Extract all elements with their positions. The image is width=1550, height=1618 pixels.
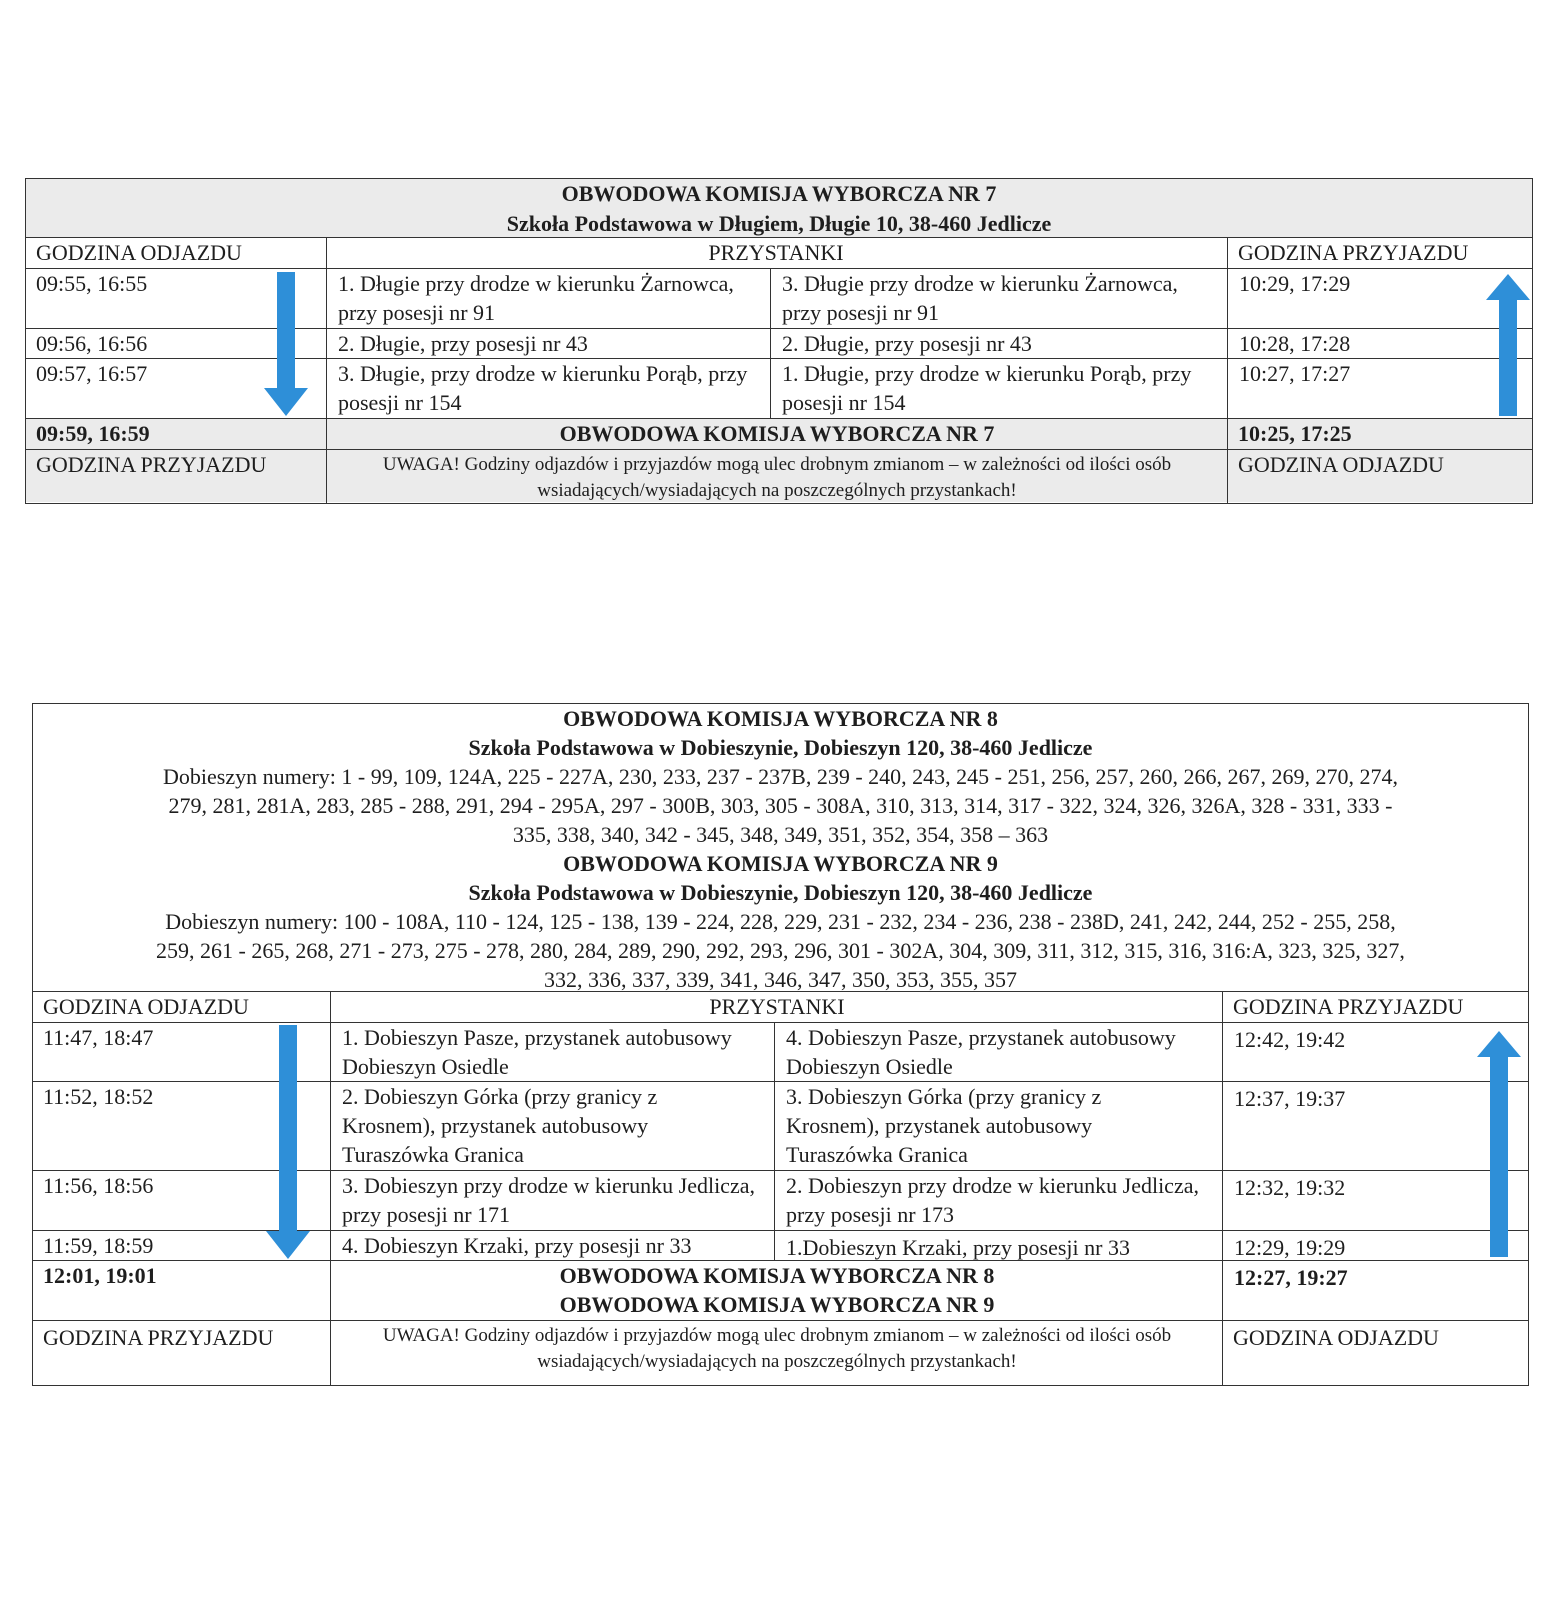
- address-numbers: 279, 281, 281A, 283, 285 - 288, 291, 294 - 295A, 297 - 300B, 303, 305 - 308A, 310, 313, 314, 317 - 322, 324, 326, 326A, 328 - 331, 333 -: [168, 793, 1393, 818]
- table-subtitle: Szkoła Podstawowa w Długiem, Długie 10, 38-460 Jedlicze: [506, 211, 1052, 236]
- table-row-ret: 2. Dobieszyn przy drodze w kierunku Jedlicza, przy posesji nr 173: [786, 1173, 1199, 1227]
- address-numbers: Dobieszyn numery: 1 - 99, 109, 124A, 225 - 227A, 230, 233, 237 - 237B, 239 - 240, 243, 245 - 251, 256, 257, 260, 266, 267, 269, 270, 274,: [163, 764, 1398, 789]
- foot-right: GODZINA ODJAZDU: [1233, 1325, 1439, 1350]
- table-row-out: 1. Długie przy drodze w kierunku Żarnowca, przy posesji nr 91: [338, 271, 734, 325]
- col-depart-header: GODZINA ODJAZDU: [36, 240, 242, 265]
- table-row-ret: 1.Dobieszyn Krzaki, przy posesji nr 33: [786, 1235, 1130, 1260]
- table-row-out: 4. Dobieszyn Krzaki, przy posesji nr 33: [342, 1233, 692, 1258]
- up-arrow-icon: [1477, 1031, 1521, 1257]
- final-stop: OBWODOWA KOMISJA WYBORCZA NR 7: [327, 419, 1227, 449]
- final-stop: [331, 1261, 1223, 1319]
- final-arr: 12:27, 19:27: [1234, 1265, 1348, 1290]
- foot-right: GODZINA ODJAZDU: [1228, 450, 1532, 502]
- table-row-out: 2. Dobieszyn Górka (przy granicy z Krosnem), przystanek autobusowy Turaszówka Granica: [342, 1084, 658, 1167]
- foot-left: GODZINA PRZYJAZDU: [43, 1325, 274, 1350]
- col-stops-header: PRZYSTANKI: [709, 994, 845, 1019]
- down-arrow-icon: [266, 1025, 310, 1259]
- foot-left: GODZINA PRZYJAZDU: [26, 450, 326, 502]
- table-row-ret: 1. Długie, przy drodze w kierunku Porąb, przy posesji nr 154: [782, 361, 1192, 415]
- col-arrive-header: GODZINA PRZYJAZDU: [1233, 994, 1464, 1019]
- table-row-arr: 10:29, 17:29: [1239, 271, 1351, 296]
- schedule-table-nr7: [25, 178, 1533, 504]
- address-numbers: Dobieszyn numery: 100 - 108A, 110 - 124, 125 - 138, 139 - 224, 228, 229, 231 - 232, 234 - 236, 238 - 238D, 241, 242, 244, 252 - 255, 258,: [165, 909, 1396, 934]
- table-row-ret: 3. Dobieszyn Górka (przy granicy z Krosnem), przystanek autobusowy Turaszówka Granica: [786, 1084, 1102, 1167]
- table-row-arr: 10:28, 17:28: [1239, 331, 1351, 356]
- warning-note: UWAGA! Godziny odjazdów i przyjazdów mogą ulec drobnym zmianom – w zależności od ilości osób wsiadających/wysiadających na poszczególnych przystankach!: [382, 1325, 1172, 1372]
- table-row-dep: 09:56, 16:56: [36, 331, 148, 356]
- table-title: OBWODOWA KOMISJA WYBORCZA NR 9: [563, 851, 998, 876]
- schedule-table-nr8-nr9: [32, 703, 1529, 1386]
- table-header: [26, 179, 1532, 237]
- table-row-out: 1. Dobieszyn Pasze, przystanek autobusowy Dobieszyn Osiedle: [342, 1025, 732, 1079]
- table-row-dep: 11:59, 18:59: [43, 1233, 154, 1258]
- final-dep: 09:59, 16:59: [26, 419, 326, 449]
- table-header: [33, 704, 1528, 991]
- table-row-dep: 09:57, 16:57: [36, 361, 148, 386]
- table-title: OBWODOWA KOMISJA WYBORCZA NR 8: [563, 706, 998, 731]
- table-title: OBWODOWA KOMISJA WYBORCZA NR 7: [561, 181, 997, 206]
- warning-note: UWAGA! Godziny odjazdów i przyjazdów mogą ulec drobnym zmianom – w zależności od ilości osób wsiadających/wysiadających na poszczególnych przystankach!: [327, 450, 1227, 502]
- col-stops-header: PRZYSTANKI: [708, 240, 844, 265]
- table-row-out: 2. Długie, przy posesji nr 43: [338, 331, 588, 356]
- table-row-arr: 12:37, 19:37: [1234, 1086, 1346, 1111]
- final-arr: 10:25, 17:25: [1228, 419, 1532, 449]
- table-row-arr: 10:27, 17:27: [1239, 361, 1351, 386]
- address-numbers: 332, 336, 337, 339, 341, 346, 347, 350, 353, 355, 357: [544, 967, 1017, 992]
- table-row-arr: 12:29, 19:29: [1234, 1235, 1346, 1260]
- table-row-arr: 12:42, 19:42: [1234, 1027, 1346, 1052]
- table-subtitle: Szkoła Podstawowa w Dobieszynie, Dobieszyn 120, 38-460 Jedlicze: [468, 735, 1093, 760]
- up-arrow-icon: [1486, 274, 1530, 416]
- col-depart-header: GODZINA ODJAZDU: [43, 994, 249, 1019]
- table-row-ret: 2. Długie, przy posesji nr 43: [782, 331, 1032, 356]
- table-row-dep: 11:47, 18:47: [43, 1025, 154, 1050]
- address-numbers: 259, 261 - 265, 268, 271 - 273, 275 - 278, 280, 284, 289, 290, 292, 293, 296, 301 - 302A, 304, 309, 311, 312, 315, 316, 316:A, 323, 325, 327,: [156, 938, 1405, 963]
- col-arrive-header: GODZINA PRZYJAZDU: [1238, 240, 1469, 265]
- table-row-dep: 11:56, 18:56: [43, 1173, 154, 1198]
- down-arrow-icon: [264, 272, 308, 416]
- table-row-out: 3. Dobieszyn przy drodze w kierunku Jedlicza, przy posesji nr 171: [342, 1173, 755, 1227]
- table-row-ret: 4. Dobieszyn Pasze, przystanek autobusowy Dobieszyn Osiedle: [786, 1025, 1176, 1079]
- final-dep: 12:01, 19:01: [43, 1263, 157, 1288]
- table-row-out: 3. Długie, przy drodze w kierunku Porąb, przy posesji nr 154: [338, 361, 748, 415]
- final-stop-line: OBWODOWA KOMISJA WYBORCZA NR 8: [559, 1263, 995, 1288]
- table-row-dep: 11:52, 18:52: [43, 1084, 154, 1109]
- table-row-ret: 3. Długie przy drodze w kierunku Żarnowca, przy posesji nr 91: [782, 271, 1178, 325]
- table-subtitle: Szkoła Podstawowa w Dobieszynie, Dobieszyn 120, 38-460 Jedlicze: [468, 880, 1093, 905]
- final-stop-line: OBWODOWA KOMISJA WYBORCZA NR 9: [559, 1292, 995, 1317]
- table-row-dep: 09:55, 16:55: [36, 271, 148, 296]
- address-numbers: 335, 338, 340, 342 - 345, 348, 349, 351, 352, 354, 358 – 363: [512, 822, 1049, 847]
- table-row-arr: 12:32, 19:32: [1234, 1175, 1346, 1200]
